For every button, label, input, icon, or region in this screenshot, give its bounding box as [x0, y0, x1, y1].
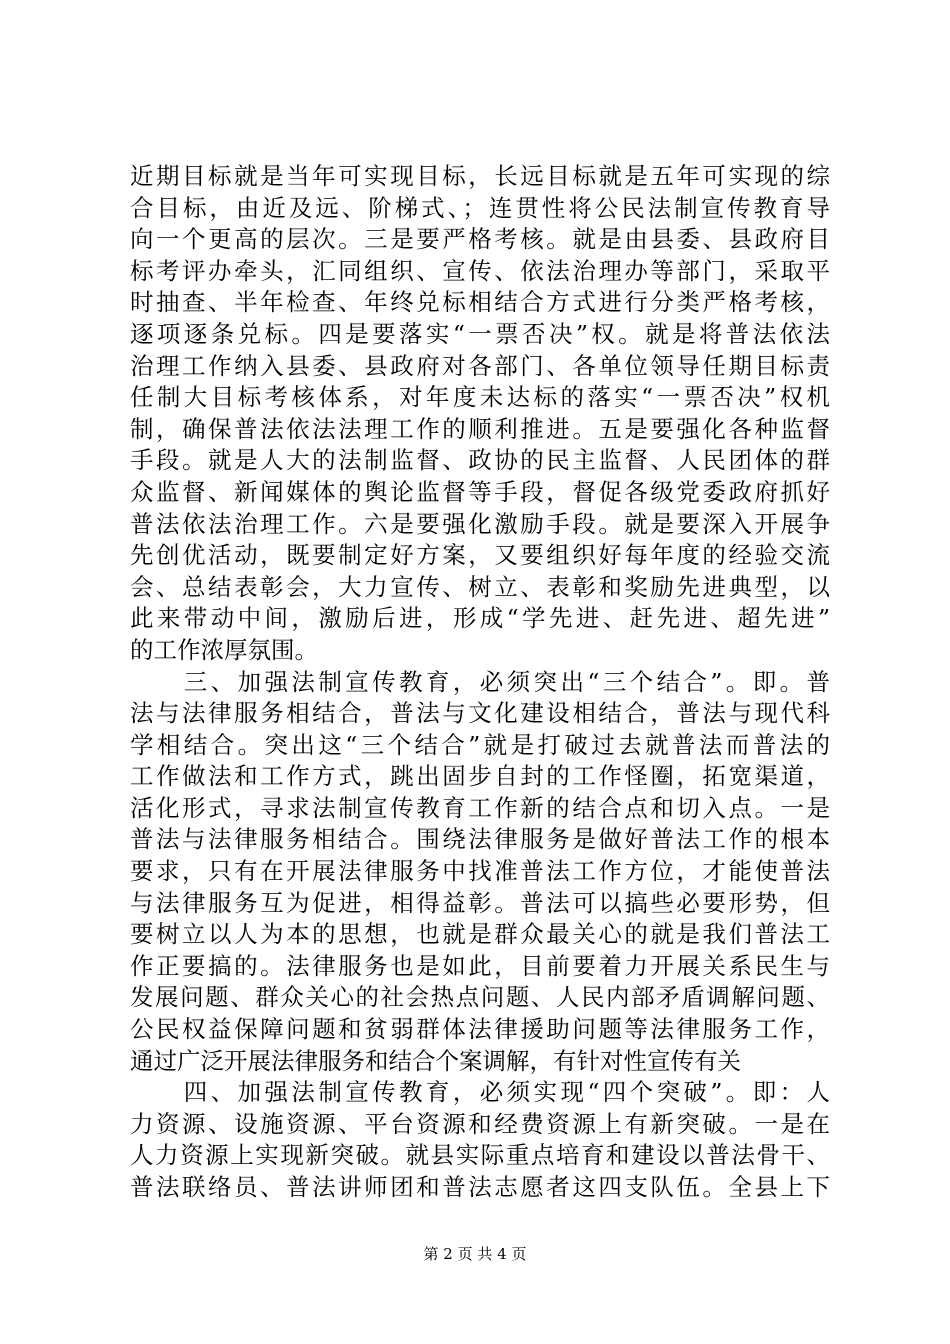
text-line: 治理工作纳入县委、县政府对各部门、各单位领导任期目标责	[130, 351, 830, 380]
text-line: 向一个更高的层次。三是要严格考核。就是由县委、县政府目	[130, 225, 830, 254]
text-line: 任制大目标考核体系，对年度未达标的落实“一票否决”权机	[130, 383, 830, 412]
text-line: 众监督、新闻媒体的舆论监督等手段，督促各级党委政府抓好	[130, 477, 830, 506]
text-line: 人力资源上实现新突破。就县实际重点培育和建设以普法骨干、	[130, 1141, 830, 1170]
text-line: 三、加强法制宣传教育，必须突出“三个结合”。即。普	[130, 667, 830, 696]
text-line: 发展问题、群众关心的社会热点问题、人民内部矛盾调解问题、	[130, 983, 830, 1012]
text-line: 手段。就是人大的法制监督、政协的民主监督、人民团体的群	[130, 446, 830, 475]
text-line: 通过广泛开展法律服务和结合个案调解，有针对性宣传有关	[130, 1046, 741, 1075]
text-line: 普法与法律服务相结合。围绕法律服务是做好普法工作的根本	[130, 825, 830, 854]
text-line: 活化形式，寻求法制宣传教育工作新的结合点和切入点。一是	[130, 793, 830, 822]
text-line: 工作做法和工作方式，跳出固步自封的工作怪圈，拓宽渠道，	[130, 762, 830, 791]
text-line: 力资源、设施资源、平台资源和经费资源上有新突破。一是在	[130, 1109, 830, 1138]
text-line: 公民权益保障问题和贫弱群体法律援助问题等法律服务工作，	[130, 1015, 830, 1044]
text-line: 的工作浓厚氛围。	[130, 635, 318, 664]
text-line: 此来带动中间，激励后进，形成“学先进、赶先进、超先进”	[130, 604, 830, 633]
text-line: 制，确保普法依法法理工作的顺利推进。五是要强化各种监督	[130, 414, 830, 443]
text-line: 法与法律服务相结合，普法与文化建设相结合，普法与现代科	[130, 699, 830, 728]
text-line: 学相结合。突出这“三个结合”就是打破过去就普法而普法的	[130, 730, 830, 759]
text-line: 先创优活动，既要制定好方案，又要组织好每年度的经验交流	[130, 541, 830, 570]
text-line: 作正要搞的。法律服务也是如此，目前要着力开展关系民生与	[130, 951, 830, 980]
text-line: 近期目标就是当年可实现目标，长远目标就是五年可实现的综	[130, 162, 830, 190]
text-line: 要求，只有在开展法律服务中找准普法工作方位，才能使普法	[130, 857, 830, 886]
text-line: 四、加强法制宣传教育，必须实现“四个突破”。即：人	[130, 1078, 830, 1107]
text-line: 与法律服务互为促进，相得益彰。普法可以搞些必要形势，但	[130, 888, 830, 917]
text-line: 逐项逐条兑标。四是要落实“一票否决”权。就是将普法依法	[130, 319, 830, 348]
body-text	[130, 161, 830, 1204]
text-line: 普法依法治理工作。六是要强化激励手段。就是要深入开展争	[130, 509, 830, 538]
page-footer: 第 2 页 共 4 页	[423, 1245, 527, 1263]
text-line: 时抽查、半年检查、年终兑标相结合方式进行分类严格考核，	[130, 288, 830, 317]
text-line: 合目标，由近及远、阶梯式、；连贯性将公民法制宣传教育导	[130, 193, 830, 222]
text-line: 标考评办牵头，汇同组织、宣传、依法治理办等部门，采取平	[130, 256, 830, 285]
text-line: 会、总结表彰会，大力宣传、树立、表彰和奖励先进典型，以	[130, 572, 830, 601]
text-line: 要树立以人为本的思想，也就是群众最关心的就是我们普法工	[130, 920, 830, 949]
text-line: 普法联络员、普法讲师团和普法志愿者这四支队伍。全县上下	[130, 1173, 830, 1201]
